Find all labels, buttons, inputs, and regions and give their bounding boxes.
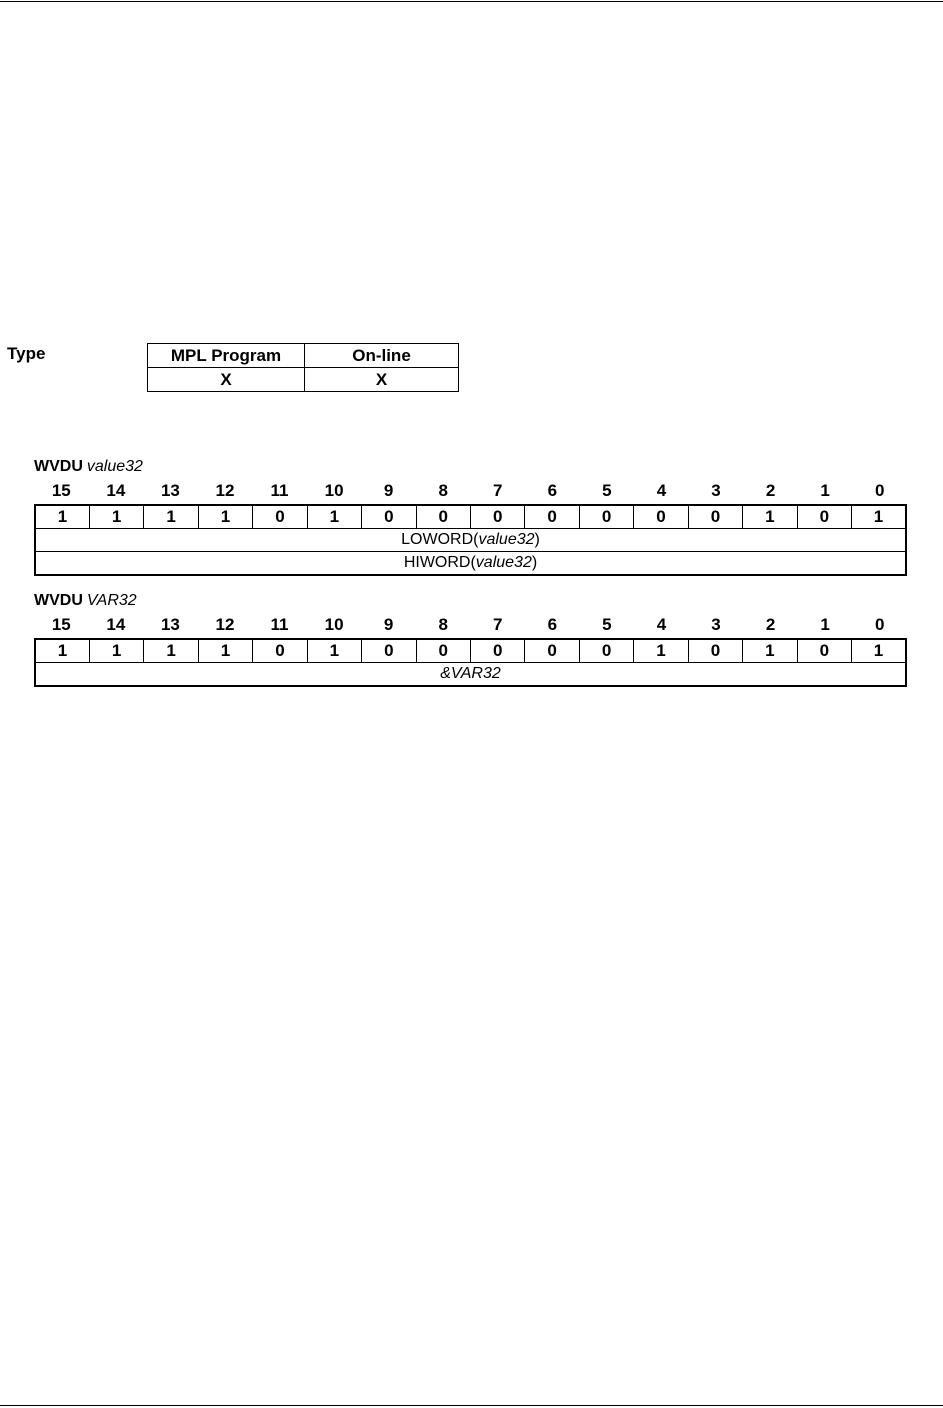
- bit-value: 0: [362, 505, 416, 529]
- bit-value: 0: [797, 639, 851, 663]
- bit-number: 3: [711, 614, 721, 634]
- block-heading: [34, 591, 907, 611]
- bit-value: 0: [416, 639, 470, 663]
- bit-value: 0: [688, 505, 742, 529]
- command-argument: VAR32: [86, 592, 137, 609]
- bit-number: 9: [383, 480, 394, 500]
- command-name: WVDU: [34, 592, 83, 609]
- bit-value: 0: [471, 639, 525, 663]
- bit-number: 12: [215, 614, 235, 634]
- bit-number-row: [34, 477, 907, 504]
- bit-value: 0: [579, 505, 633, 529]
- bit-value: 1: [852, 505, 906, 529]
- bit-number: 1: [820, 614, 830, 634]
- bit-number: 0: [874, 614, 885, 634]
- bit-number: 4: [656, 614, 667, 634]
- bit-value-row: [35, 505, 906, 529]
- bit-value: 1: [198, 639, 252, 663]
- hiword-suffix: ): [531, 554, 538, 571]
- bit-number: 0: [874, 480, 885, 500]
- type-col-on-line: On-line: [305, 344, 459, 368]
- command-name: WVDU: [34, 458, 83, 475]
- bit-value: 1: [144, 639, 198, 663]
- bit-number: 14: [106, 480, 126, 500]
- bit-number: 12: [215, 480, 235, 500]
- bit-value: 1: [89, 639, 143, 663]
- bit-value: 1: [198, 505, 252, 529]
- bit-table: [34, 638, 907, 687]
- bit-value: 0: [253, 639, 307, 663]
- bit-number: 11: [270, 614, 289, 634]
- bit-number: 2: [765, 614, 776, 634]
- bit-value: 1: [89, 505, 143, 529]
- bit-number: 15: [51, 614, 71, 634]
- bit-value: 1: [35, 505, 89, 529]
- block-heading: [34, 457, 907, 477]
- hiword-row: [35, 552, 906, 576]
- bit-table: [34, 504, 907, 576]
- bit-number: 6: [547, 614, 558, 634]
- loword-suffix: ): [534, 531, 540, 548]
- bit-value: 1: [743, 639, 797, 663]
- bit-value: 0: [471, 505, 525, 529]
- address-cell: [35, 663, 906, 687]
- bit-number: 8: [438, 480, 448, 500]
- bit-number: 13: [160, 480, 180, 500]
- bit-number: 9: [383, 614, 394, 634]
- type-value-mpl-program: X: [148, 368, 305, 392]
- bit-number: 10: [324, 480, 344, 500]
- bit-value: 0: [525, 505, 579, 529]
- loword-prefix: LOWORD(: [401, 531, 479, 548]
- bit-value: 1: [743, 505, 797, 529]
- bit-number: 3: [711, 480, 721, 500]
- hiword-cell: [35, 552, 906, 576]
- bit-number: 2: [765, 480, 776, 500]
- bit-value: 0: [797, 505, 851, 529]
- bit-number: 15: [51, 480, 71, 500]
- type-table-header-row: [148, 344, 459, 368]
- bit-number: 7: [493, 480, 503, 500]
- address-argument: &VAR32: [440, 665, 501, 682]
- bit-value: 0: [579, 639, 633, 663]
- wvdu-var32-block: [34, 591, 907, 687]
- bit-number: 13: [160, 614, 180, 634]
- command-argument: value32: [86, 458, 143, 475]
- bit-value: 1: [634, 639, 688, 663]
- bit-value: 0: [525, 639, 579, 663]
- bit-value-row: [35, 639, 906, 663]
- wvdu-value32-block: [34, 457, 907, 576]
- bit-value: 1: [35, 639, 89, 663]
- loword-argument: value32: [478, 531, 535, 548]
- bit-value: 1: [307, 639, 361, 663]
- bit-number: 6: [547, 480, 558, 500]
- bit-value: 0: [688, 639, 742, 663]
- type-table: [147, 343, 459, 392]
- bit-value: 1: [852, 639, 906, 663]
- bit-value: 0: [253, 505, 307, 529]
- bit-number: 8: [438, 614, 448, 634]
- bit-number: 1: [820, 480, 830, 500]
- bit-number: 14: [106, 614, 126, 634]
- bit-number: 5: [602, 614, 612, 634]
- bit-value: 1: [307, 505, 361, 529]
- bit-value: 1: [144, 505, 198, 529]
- loword-row: [35, 529, 906, 552]
- loword-cell: [35, 529, 906, 552]
- bit-number: 11: [270, 480, 289, 500]
- type-col-mpl-program: MPL Program: [148, 344, 305, 368]
- type-table-value-row: [148, 368, 459, 392]
- bit-number: 7: [493, 614, 503, 634]
- type-label: Type: [7, 344, 46, 363]
- bit-value: 0: [416, 505, 470, 529]
- hiword-prefix: HIWORD(: [403, 554, 476, 571]
- top-rule: [0, 1, 943, 2]
- bit-number-row: [34, 611, 907, 638]
- bit-number: 10: [324, 614, 344, 634]
- bit-value: 0: [634, 505, 688, 529]
- bit-value: 0: [362, 639, 416, 663]
- hiword-argument: value32: [475, 554, 532, 571]
- bit-number: 5: [602, 480, 612, 500]
- type-value-on-line: X: [305, 368, 459, 392]
- address-row: [35, 663, 906, 687]
- bit-number: 4: [656, 480, 667, 500]
- bottom-rule: [0, 1405, 943, 1406]
